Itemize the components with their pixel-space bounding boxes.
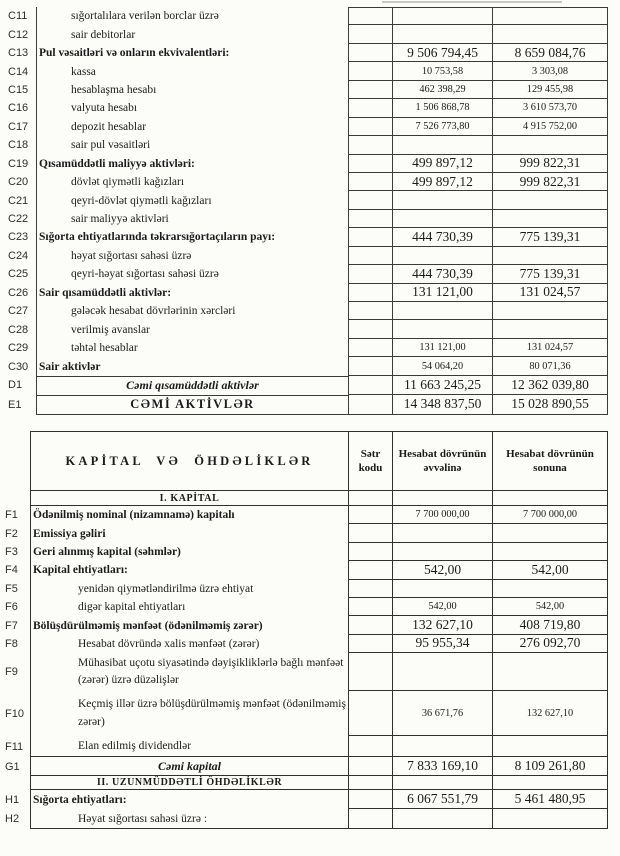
row-label: sığortalılara verilən borclar üzrə <box>36 7 348 25</box>
row-label: Pul vəsaitləri və onların ekvivalentləri: <box>36 44 348 62</box>
value-period-end: 3 610 573,70 <box>492 99 608 117</box>
row-code <box>0 776 30 790</box>
row-label: Mühasibat uçotu siyasətində dəyişikliklərlə bağlı mənfəət (zərər) üzrə düzəlişlər <box>30 653 348 691</box>
row-code: C11 <box>8 10 28 23</box>
row-code: C23 <box>8 231 29 244</box>
value-period-end <box>492 191 608 209</box>
table-row <box>0 635 608 653</box>
table-row <box>0 790 608 809</box>
section-row-capital <box>0 491 608 506</box>
value-period-end <box>492 809 608 829</box>
row-code: C14 <box>8 65 29 78</box>
row-code: C27 <box>8 305 29 318</box>
row-label: təhtəl hesablar <box>36 339 348 357</box>
section-row-long-term-liabilities <box>0 776 608 790</box>
value-period-end: 3 303,08 <box>492 62 608 80</box>
row-code: C19 <box>8 157 29 170</box>
value-period-begin <box>392 736 492 757</box>
row-label: Emissiya gəliri <box>30 524 348 542</box>
section-label: II. UZUNMÜDDƏTLİ ÖHDƏLİKLƏR <box>30 776 348 790</box>
value-period-begin <box>392 247 492 265</box>
line-code-cell <box>348 44 392 62</box>
table-row <box>0 44 608 62</box>
row-code: C13 <box>8 47 29 60</box>
value-period-end: 408 719,80 <box>492 616 608 634</box>
line-code-cell <box>348 155 392 173</box>
table-row <box>0 284 608 302</box>
row-code: F9 <box>5 666 18 679</box>
value-period-end <box>492 524 608 542</box>
table-row <box>0 210 608 228</box>
table-row <box>0 265 608 283</box>
row-code: C28 <box>8 323 29 336</box>
row-label: həyat sığortası sahəsi üzrə <box>36 247 348 265</box>
row-label: dövlət qiymətli kağızları <box>36 173 348 191</box>
value-period-end: 12 362 039,80 <box>492 376 608 395</box>
line-code-cell <box>348 653 392 691</box>
value-period-begin: 444 730,39 <box>392 228 492 246</box>
table-row <box>0 25 608 43</box>
row-label: sair pul vəsaitləri <box>36 136 348 154</box>
line-code-cell <box>348 99 392 117</box>
value-period-begin <box>392 809 492 829</box>
table-header-row <box>0 431 608 491</box>
row-code: C25 <box>8 268 29 281</box>
value-period-begin <box>392 210 492 228</box>
table-row <box>0 247 608 265</box>
value-period-end: 999 822,31 <box>492 155 608 173</box>
line-code-cell <box>348 191 392 209</box>
value-period-begin <box>392 136 492 154</box>
value-period-end: 8 659 084,76 <box>492 44 608 62</box>
value-period-end: 542,00 <box>492 561 608 579</box>
value-period-begin: 131 121,00 <box>392 284 492 302</box>
row-code: F2 <box>5 527 18 540</box>
value-period-end: 129 455,98 <box>492 81 608 99</box>
capital-liabilities-table <box>0 431 608 829</box>
value-period-begin: 10 753,58 <box>392 62 492 80</box>
row-label: qeyri-dövlət qiymətli kağızları <box>36 191 348 209</box>
value-period-begin <box>392 7 492 25</box>
row-label: sair debitorlar <box>36 25 348 43</box>
column-header-line-code: Sətr kodu <box>348 431 392 491</box>
row-code: F1 <box>5 509 18 522</box>
value-period-end <box>492 776 608 790</box>
row-code: G1 <box>5 760 20 773</box>
table-row <box>0 691 608 736</box>
row-code: C12 <box>8 28 29 41</box>
row-label: Sığorta ehtiyatlarında təkrarsığortaçıların payı: <box>36 228 348 246</box>
row-label: qeyri-həyat sığortası sahəsi üzrə <box>36 265 348 283</box>
row-label: yenidən qiymətləndirilmə üzrə ehtiyat <box>30 580 348 598</box>
line-code-cell <box>348 339 392 357</box>
value-period-begin: 9 506 794,45 <box>392 44 492 62</box>
row-label: CƏMİ AKTİVLƏR <box>36 395 348 415</box>
line-code-cell <box>348 524 392 542</box>
row-label: valyuta hesabı <box>36 99 348 117</box>
row-label: digər kapital ehtiyatları <box>30 598 348 616</box>
row-label: Sığorta ehtiyatları: <box>30 790 348 809</box>
table-row <box>0 357 608 375</box>
value-period-begin <box>392 653 492 691</box>
value-period-end <box>492 302 608 320</box>
value-period-begin: 7 526 773,80 <box>392 118 492 136</box>
line-code-cell <box>348 173 392 191</box>
table-row <box>0 320 608 338</box>
value-period-end <box>492 543 608 561</box>
line-code-cell <box>348 210 392 228</box>
row-label: Sair qısamüddətli aktivlər: <box>36 284 348 302</box>
line-code-cell <box>348 118 392 136</box>
value-period-begin <box>392 776 492 790</box>
table-row-total-capital <box>0 757 608 776</box>
value-period-begin: 7 833 169,10 <box>392 757 492 776</box>
row-label: Həyat sığortası sahəsi üzrə : <box>30 809 348 829</box>
value-period-begin <box>392 302 492 320</box>
line-code-cell <box>348 320 392 338</box>
line-code-cell <box>348 7 392 25</box>
table-row <box>0 339 608 357</box>
assets-table <box>0 7 608 415</box>
value-period-end: 999 822,31 <box>492 173 608 191</box>
row-code: C26 <box>8 286 29 299</box>
value-period-begin <box>392 580 492 598</box>
value-period-end: 542,00 <box>492 598 608 616</box>
row-code: C21 <box>8 194 29 207</box>
line-code-cell <box>348 691 392 736</box>
value-period-begin: 499 897,12 <box>392 173 492 191</box>
row-code: F11 <box>5 740 24 753</box>
line-code-cell <box>348 635 392 653</box>
row-label: hesablaşma hesabı <box>36 81 348 99</box>
row-code: F10 <box>5 707 24 720</box>
table-row <box>0 506 608 524</box>
line-code-cell <box>348 790 392 809</box>
value-period-begin: 1 506 868,78 <box>392 99 492 117</box>
column-header-period-begin: Hesabat dövrünün əvvəlinə <box>392 431 492 491</box>
table-row <box>0 81 608 99</box>
line-code-cell <box>348 543 392 561</box>
value-period-begin: 11 663 245,25 <box>392 376 492 395</box>
row-label: verilmiş avanslar <box>36 320 348 338</box>
value-period-begin <box>392 191 492 209</box>
table-row <box>0 598 608 616</box>
table-row <box>0 616 608 634</box>
row-label: depozit hesablar <box>36 118 348 136</box>
line-code-cell <box>348 62 392 80</box>
row-label: Cəmi qısamüddətli aktivlər <box>36 376 348 395</box>
value-period-begin: 95 955,34 <box>392 635 492 653</box>
column-header-period-end: Hesabat dövrünün sonuna <box>492 431 608 491</box>
value-period-end <box>492 320 608 338</box>
line-code-cell <box>348 284 392 302</box>
value-period-end <box>492 653 608 691</box>
line-code-cell <box>348 136 392 154</box>
line-code-cell <box>348 395 392 415</box>
table-row <box>0 191 608 209</box>
row-label: Keçmiş illər üzrə bölüşdürülməmiş mənfəət (ödənilməmiş zərər) <box>30 691 348 736</box>
row-code: C16 <box>8 102 29 115</box>
value-period-end <box>492 136 608 154</box>
row-code: C15 <box>8 83 29 96</box>
line-code-cell <box>348 580 392 598</box>
value-period-end: 775 139,31 <box>492 265 608 283</box>
line-code-cell <box>348 376 392 395</box>
line-code-cell <box>348 265 392 283</box>
table-row <box>0 118 608 136</box>
value-period-end: 131 024,57 <box>492 339 608 357</box>
row-code: D1 <box>8 379 23 392</box>
line-code-cell <box>348 247 392 265</box>
scan-artifact-line <box>382 1 562 3</box>
row-code <box>0 491 30 506</box>
row-code: E1 <box>8 398 22 411</box>
value-period-begin: 542,00 <box>392 561 492 579</box>
row-label: Cəmi kapital <box>30 757 348 776</box>
value-period-begin: 54 064,20 <box>392 357 492 375</box>
value-period-end: 4 915 752,00 <box>492 118 608 136</box>
table-row <box>0 62 608 80</box>
value-period-end: 15 028 890,55 <box>492 395 608 415</box>
line-code-cell <box>348 776 392 790</box>
row-label: Hesabat dövründə xalis mənfəət (zərər) <box>30 635 348 653</box>
row-code: C17 <box>8 120 29 133</box>
row-code: F3 <box>5 545 18 558</box>
value-period-end: 80 071,36 <box>492 357 608 375</box>
value-period-end: 132 627,10 <box>492 691 608 736</box>
value-period-begin: 131 121,00 <box>392 339 492 357</box>
row-label: Ödənilmiş nominal (nizamnamə) kapitalı <box>30 506 348 524</box>
value-period-begin: 462 398,29 <box>392 81 492 99</box>
table-row <box>0 302 608 320</box>
table-row <box>0 7 608 25</box>
row-code: F6 <box>5 601 18 614</box>
table-row <box>0 228 608 246</box>
row-label: Sair aktivlər <box>36 357 348 375</box>
table-row <box>0 543 608 561</box>
table-row <box>0 155 608 173</box>
row-code: C22 <box>8 213 29 226</box>
table-row-total-assets <box>0 395 608 415</box>
section-label: I. KAPİTAL <box>30 491 348 506</box>
table-row <box>0 99 608 117</box>
value-period-begin: 132 627,10 <box>392 616 492 634</box>
table-row <box>0 173 608 191</box>
value-period-end: 5 461 480,95 <box>492 790 608 809</box>
value-period-end: 276 092,70 <box>492 635 608 653</box>
row-code: F7 <box>5 619 18 632</box>
row-label: Bölüşdürülməmiş mənfəət (ödənilməmiş zərər) <box>30 616 348 634</box>
row-code: C24 <box>8 249 29 262</box>
line-code-cell <box>348 506 392 524</box>
line-code-cell <box>348 616 392 634</box>
value-period-begin <box>392 524 492 542</box>
row-code: F8 <box>5 637 18 650</box>
line-code-cell <box>348 598 392 616</box>
value-period-begin: 36 671,76 <box>392 691 492 736</box>
line-code-cell <box>348 228 392 246</box>
table-row <box>0 580 608 598</box>
value-period-end: 8 109 261,80 <box>492 757 608 776</box>
value-period-end <box>492 210 608 228</box>
value-period-begin: 444 730,39 <box>392 265 492 283</box>
line-code-cell <box>348 357 392 375</box>
line-code-cell <box>348 757 392 776</box>
table-row <box>0 561 608 579</box>
table-row <box>0 524 608 542</box>
row-label: Geri alınmış kapital (səhmlər) <box>30 543 348 561</box>
row-code: C30 <box>8 360 29 373</box>
row-label: Qısamüddətli maliyyə aktivləri: <box>36 155 348 173</box>
row-code <box>0 431 30 491</box>
row-code: F5 <box>5 582 18 595</box>
value-period-begin <box>392 491 492 506</box>
value-period-end <box>492 580 608 598</box>
row-label: Elan edilmiş dividendlər <box>30 736 348 757</box>
value-period-end <box>492 491 608 506</box>
value-period-end: 775 139,31 <box>492 228 608 246</box>
line-code-cell <box>348 809 392 829</box>
line-code-cell <box>348 561 392 579</box>
row-code: C20 <box>8 176 29 189</box>
row-code: H1 <box>5 793 20 806</box>
row-label: Kapital ehtiyatları: <box>30 561 348 579</box>
value-period-begin <box>392 25 492 43</box>
line-code-cell <box>348 491 392 506</box>
value-period-end <box>492 7 608 25</box>
value-period-end: 7 700 000,00 <box>492 506 608 524</box>
table-title: KAPİTAL VƏ ÖHDƏLİKLƏR <box>30 431 348 491</box>
line-code-cell <box>348 25 392 43</box>
row-code: C29 <box>8 342 29 355</box>
table-row <box>0 136 608 154</box>
value-period-begin: 6 067 551,79 <box>392 790 492 809</box>
row-label: gələcək hesabat dövrlərinin xərcləri <box>36 302 348 320</box>
value-period-end <box>492 247 608 265</box>
row-label: kassa <box>36 62 348 80</box>
row-label: sair maliyyə aktivləri <box>36 210 348 228</box>
table-row <box>0 736 608 757</box>
value-period-end <box>492 25 608 43</box>
row-code: F4 <box>5 564 18 577</box>
value-period-end: 131 024,57 <box>492 284 608 302</box>
line-code-cell <box>348 302 392 320</box>
value-period-begin: 542,00 <box>392 598 492 616</box>
value-period-begin <box>392 543 492 561</box>
row-code: C18 <box>8 139 29 152</box>
line-code-cell <box>348 81 392 99</box>
line-code-cell <box>348 736 392 757</box>
table-row <box>0 809 608 829</box>
value-period-begin: 499 897,12 <box>392 155 492 173</box>
value-period-begin <box>392 320 492 338</box>
table-row <box>0 653 608 691</box>
value-period-begin: 7 700 000,00 <box>392 506 492 524</box>
value-period-begin: 14 348 837,50 <box>392 395 492 415</box>
row-code: H2 <box>5 813 20 826</box>
value-period-end <box>492 736 608 757</box>
table-row-total-current-assets <box>0 376 608 395</box>
